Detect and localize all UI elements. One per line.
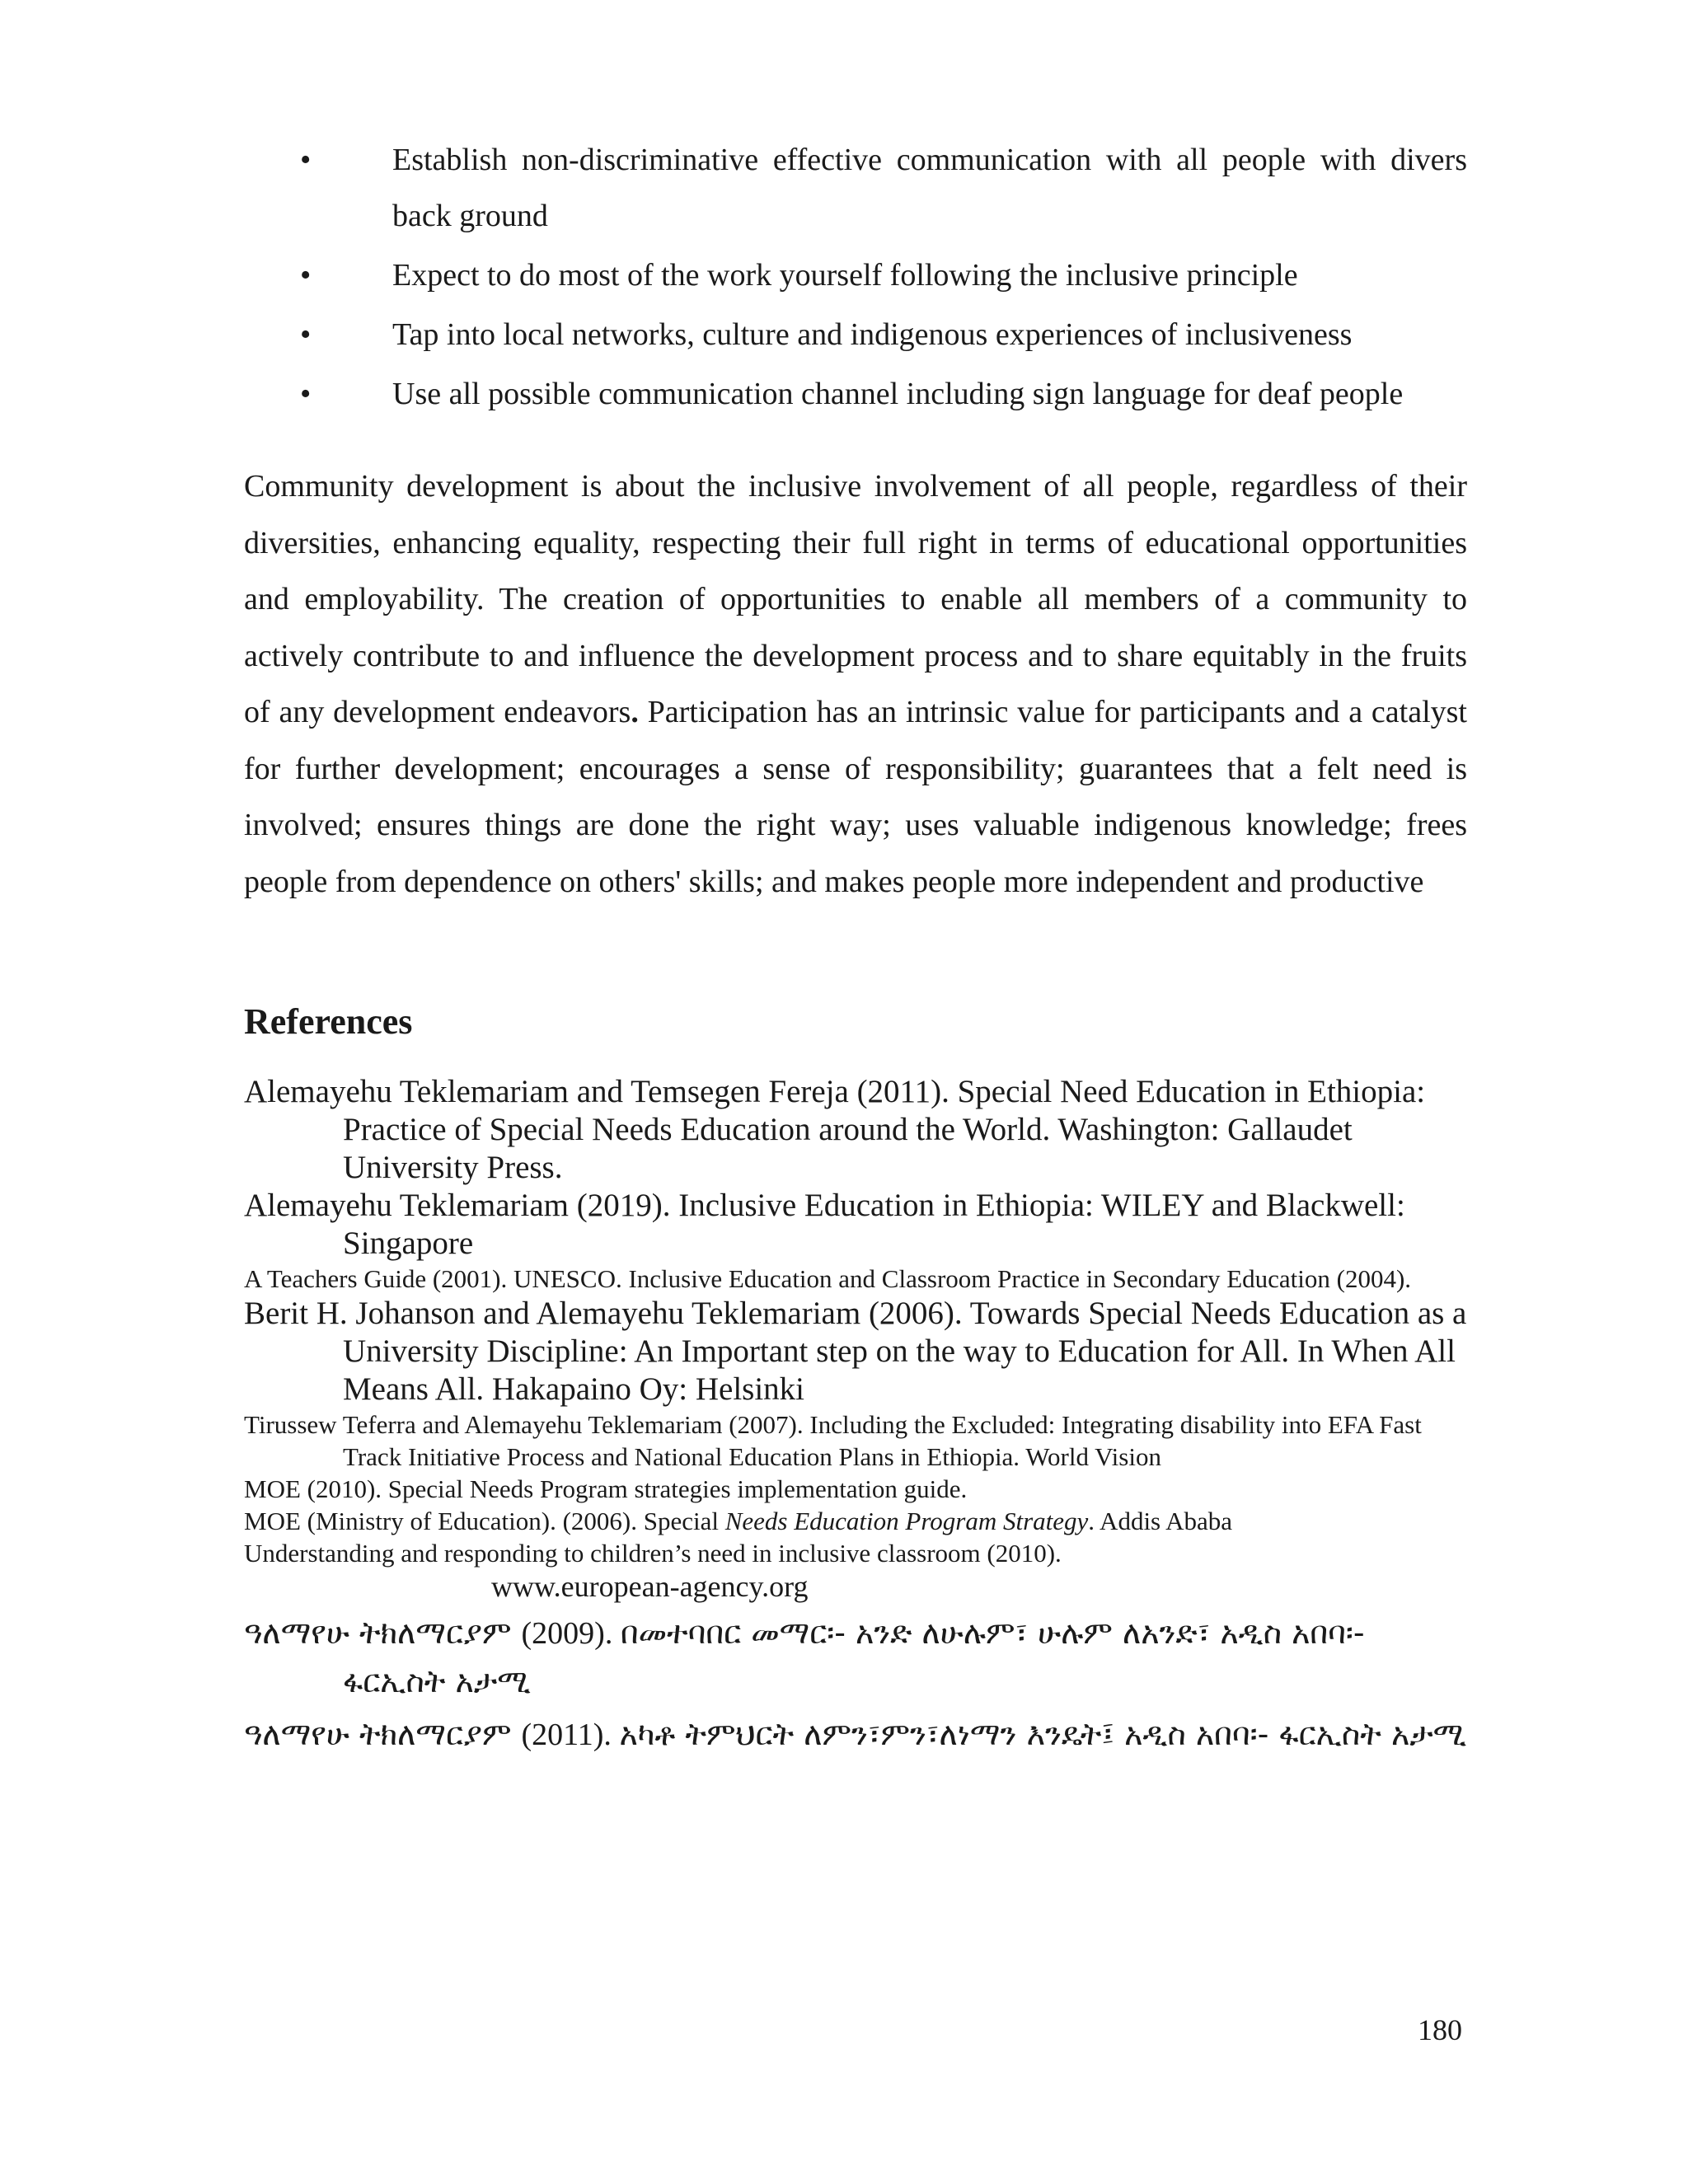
- reference-text: MOE (Ministry of Education). (2006). Special: [244, 1507, 725, 1535]
- paragraph-text: Community development is about the inclusive involvement of all people, regardless of their diversities, enhancing equality, respecting their full right in terms of educational opportunities and employability. The creation of opportunities to enable all members of a community to actively contribute to and influence the development process and to share equitably in the fruits of any development endeavors: [244, 469, 1467, 729]
- bullet-icon: •: [300, 377, 312, 411]
- list-item: [293, 247, 1467, 303]
- bullet-text: Expect to do most of the work yourself following the inclusive principle: [392, 258, 1298, 293]
- reference-title: አካቶ ትምህርት ለምን፣ምን፣ለነማን እንዴት፤ አዲስ አበባ፡- ፋርኢስት አታሚ: [619, 1716, 1467, 1752]
- reference-item: [244, 1505, 1467, 1537]
- reference-item-amharic: [244, 1710, 1467, 1759]
- bullet-icon: •: [300, 258, 312, 293]
- reference-item: Tirussew Teferra and Alemayehu Teklemariam (2007). Including the Excluded: Integrating disability into EFA Fast Track Initiative Process and National Education Plans in Ethiopia. World Vision: [244, 1410, 1422, 1471]
- body-paragraph: [244, 458, 1467, 910]
- reference-url: www.european-agency.org: [491, 1570, 809, 1603]
- list-item: [293, 366, 1467, 422]
- page-number: 180: [1418, 2013, 1462, 2046]
- reference-item: Understanding and responding to children’s need in inclusive classroom (2010).: [244, 1539, 1062, 1568]
- bullet-list: [293, 132, 1467, 425]
- reference-text: . Addis Ababa: [1088, 1507, 1233, 1535]
- reference-year: (2011).: [521, 1718, 620, 1752]
- bullet-text: Tap into local networks, culture and indigenous experiences of inclusiveness: [392, 317, 1353, 352]
- reference-item: Alemayehu Teklemariam (2019). Inclusive Education in Ethiopia: WILEY and Blackwell: Singapore: [244, 1188, 1405, 1261]
- reference-author: ዓለማየሁ ትክለማርያም: [244, 1716, 522, 1752]
- paragraph-bold-period: .: [631, 695, 639, 729]
- bullet-icon: •: [300, 317, 312, 352]
- paragraph-text-continued: Participation has an intrinsic value for participants and a catalyst for further development; encourages a sense of responsibility; guarantees that a felt need is involved; ensures things are done the right way; uses valuable indigenous knowledge; frees people from dependence on others' skills; and makes people more independent and productive: [244, 695, 1467, 899]
- reference-item: Alemayehu Teklemariam and Temsegen Fereja (2011). Special Need Education in Ethiopia: Practice of Special Needs Education around the World. Washington: Gallaudet University Press.: [244, 1074, 1426, 1185]
- reference-author: ዓለማየሁ ትክለማርያም: [244, 1615, 522, 1651]
- bullet-text: Use all possible communication channel including sign language for deaf people: [392, 377, 1404, 411]
- reference-year: (2009).: [521, 1616, 621, 1651]
- list-item: [293, 132, 1467, 244]
- reference-item: MOE (2010). Special Needs Program strategies implementation guide.: [244, 1474, 968, 1503]
- reference-title: በመተባበር መማር፡- አንድ ለሁሉም፣ ሁሉም ለአንድ፣ አዲስ አበባ፡- ፋርኢስት አታሚ: [343, 1615, 1365, 1699]
- bullet-text: Establish non-discriminative effective communication with all people with divers back ground: [392, 143, 1467, 233]
- reference-item-amharic: [244, 1609, 1467, 1705]
- list-item: [293, 307, 1467, 363]
- references-heading: References: [244, 1001, 413, 1042]
- reference-item: Berit H. Johanson and Alemayehu Teklemariam (2006). Towards Special Needs Education as a University Discipline: An Important step on the way to Education for All. In When All Means All. Hakapaino Oy: Helsinki: [244, 1296, 1467, 1407]
- reference-item: A Teachers Guide (2001). UNESCO. Inclusive Education and Classroom Practice in Secondary Education (2004).: [244, 1264, 1412, 1293]
- references-list: [244, 1073, 1467, 1759]
- reference-italic-title: Needs Education Program Strategy: [724, 1507, 1089, 1535]
- bullet-icon: •: [300, 143, 312, 177]
